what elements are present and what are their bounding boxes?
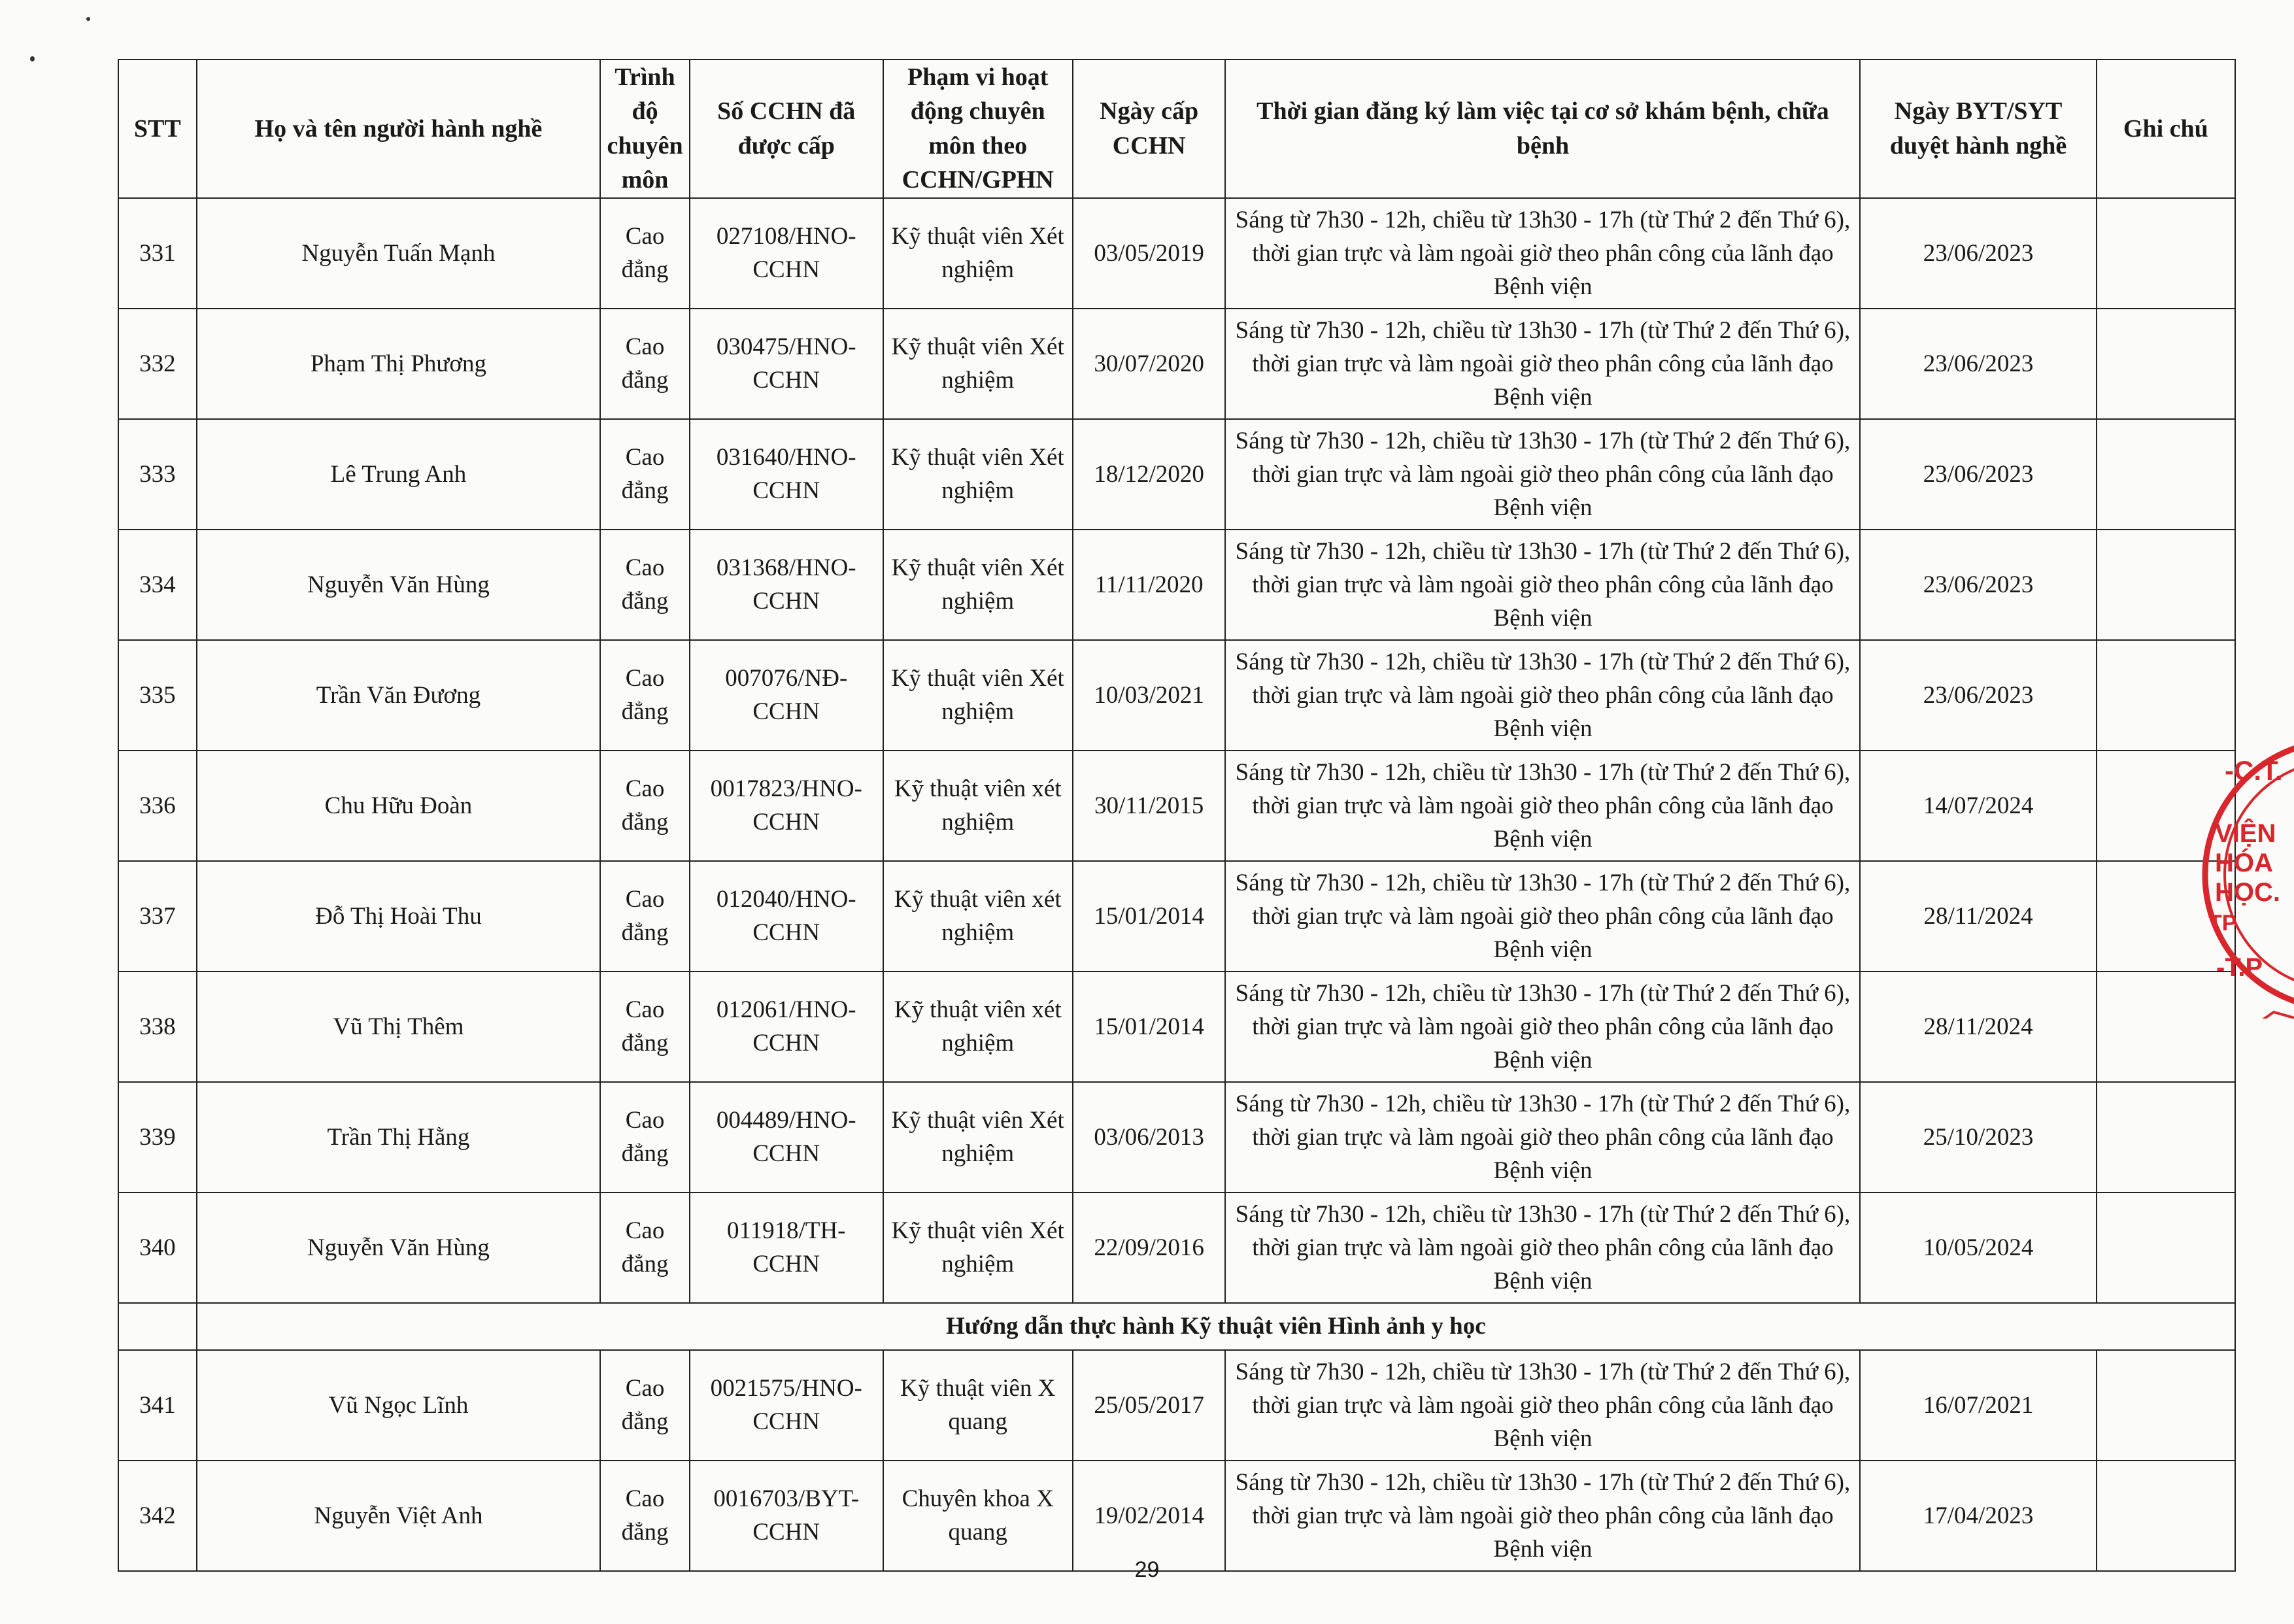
cell-issue-date: 03/06/2013 xyxy=(1073,1082,1226,1193)
cell-issue-date: 30/11/2015 xyxy=(1073,751,1226,861)
cell-scope: Kỹ thuật viên Xét nghiệm xyxy=(883,640,1073,751)
cell-cert: 031368/HNO-CCHN xyxy=(690,530,883,640)
cell-stt: 331 xyxy=(118,198,197,309)
cell-stt: 339 xyxy=(118,1082,197,1193)
cell-level: Cao đẳng xyxy=(600,419,690,530)
cell-issue-date: 19/02/2014 xyxy=(1073,1461,1226,1571)
svg-text:TP: TP xyxy=(2208,911,2237,936)
cell-issue-date: 25/05/2017 xyxy=(1073,1350,1226,1461)
cell-note xyxy=(2097,419,2235,530)
cell-time: Sáng từ 7h30 - 12h, chiều từ 13h30 - 17h (từ Thứ 2 đến Thứ 6), thời gian trực và làm ngoài giờ theo phân công của lãnh đạo Bệnh viện xyxy=(1225,419,1860,530)
cell-issue-date: 03/05/2019 xyxy=(1073,198,1226,309)
table-row xyxy=(118,309,2235,419)
seal-icon xyxy=(2176,731,2294,1019)
cell-approval: 23/06/2023 xyxy=(1860,198,2096,309)
table-body-lab xyxy=(118,198,2235,1303)
cell-scope: Kỹ thuật viên Xét nghiệm xyxy=(883,419,1073,530)
cell-cert: 0021575/HNO-CCHN xyxy=(690,1350,883,1461)
table-row xyxy=(118,1350,2235,1461)
cell-approval: 23/06/2023 xyxy=(1860,530,2096,640)
practitioner-table xyxy=(118,59,2236,1572)
cell-note xyxy=(2097,309,2235,419)
section-row xyxy=(118,1303,2235,1350)
cell-time: Sáng từ 7h30 - 12h, chiều từ 13h30 - 17h (từ Thứ 2 đến Thứ 6), thời gian trực và làm ngoài giờ theo phân công của lãnh đạo Bệnh viện xyxy=(1225,530,1860,640)
table-header-row xyxy=(118,59,2235,198)
cell-cert: 0017823/HNO-CCHN xyxy=(690,751,883,861)
cell-scope: Kỹ thuật viên xét nghiệm xyxy=(883,861,1073,972)
cell-level: Cao đẳng xyxy=(600,530,690,640)
table-row xyxy=(118,1461,2235,1571)
cell-note xyxy=(2097,1082,2235,1193)
cell-cert: 011918/TH-CCHN xyxy=(690,1193,883,1303)
header-approval: Ngày BYT/SYT duyệt hành nghề xyxy=(1860,59,2096,198)
svg-text:VIỆN: VIỆN xyxy=(2215,819,2276,848)
header-scope: Phạm vi hoạt động chuyên môn theo CCHN/GPHN xyxy=(883,59,1073,198)
cell-time: Sáng từ 7h30 - 12h, chiều từ 13h30 - 17h (từ Thứ 2 đến Thứ 6), thời gian trực và làm ngoài giờ theo phân công của lãnh đạo Bệnh viện xyxy=(1225,1193,1860,1303)
cell-time: Sáng từ 7h30 - 12h, chiều từ 13h30 - 17h (từ Thứ 2 đến Thứ 6), thời gian trực và làm ngoài giờ theo phân công của lãnh đạo Bệnh viện xyxy=(1225,640,1860,751)
header-level: Trình độ chuyên môn xyxy=(600,59,690,198)
cell-scope: Kỹ thuật viên xét nghiệm xyxy=(883,751,1073,861)
table-row xyxy=(118,751,2235,861)
cell-approval: 23/06/2023 xyxy=(1860,309,2096,419)
cell-scope: Kỹ thuật viên Xét nghiệm xyxy=(883,530,1073,640)
cell-scope: Kỹ thuật viên Xét nghiệm xyxy=(883,309,1073,419)
cell-time: Sáng từ 7h30 - 12h, chiều từ 13h30 - 17h (từ Thứ 2 đến Thứ 6), thời gian trực và làm ngoài giờ theo phân công của lãnh đạo Bệnh viện xyxy=(1225,751,1860,861)
cell-name: Vũ Thị Thêm xyxy=(197,972,601,1082)
cell-issue-date: 22/09/2016 xyxy=(1073,1193,1226,1303)
cell-cert: 004489/HNO-CCHN xyxy=(690,1082,883,1193)
cell-level: Cao đẳng xyxy=(600,1350,690,1461)
cell-note xyxy=(2097,198,2235,309)
header-stt: STT xyxy=(118,59,197,198)
cell-scope: Kỹ thuật viên xét nghiệm xyxy=(883,972,1073,1082)
cell-stt: 333 xyxy=(118,419,197,530)
red-seal-stamp xyxy=(2176,731,2294,1019)
cell-level: Cao đẳng xyxy=(600,1082,690,1193)
page-number: 29 xyxy=(1134,1557,1160,1582)
cell-issue-date: 18/12/2020 xyxy=(1073,419,1226,530)
cell-approval: 28/11/2024 xyxy=(1860,861,2096,972)
cell-issue-date: 10/03/2021 xyxy=(1073,640,1226,751)
cell-time: Sáng từ 7h30 - 12h, chiều từ 13h30 - 17h (từ Thứ 2 đến Thứ 6), thời gian trực và làm ngoài giờ theo phân công của lãnh đạo Bệnh viện xyxy=(1225,198,1860,309)
cell-level: Cao đẳng xyxy=(600,1193,690,1303)
table-row xyxy=(118,419,2235,530)
cell-note xyxy=(2097,1461,2235,1571)
cell-name: Lê Trung Anh xyxy=(197,419,601,530)
table-row xyxy=(118,1193,2235,1303)
svg-text:-C.T.: -C.T. xyxy=(2225,755,2283,786)
cell-cert: 027108/HNO-CCHN xyxy=(690,198,883,309)
cell-name: Trần Văn Đương xyxy=(197,640,601,751)
cell-name: Phạm Thị Phương xyxy=(197,309,601,419)
cell-name: Nguyễn Văn Hùng xyxy=(197,530,601,640)
cell-approval: 23/06/2023 xyxy=(1860,419,2096,530)
cell-scope: Kỹ thuật viên Xét nghiệm xyxy=(883,1193,1073,1303)
cell-note xyxy=(2097,530,2235,640)
cell-cert: 012061/HNO-CCHN xyxy=(690,972,883,1082)
cell-level: Cao đẳng xyxy=(600,861,690,972)
cell-stt: 332 xyxy=(118,309,197,419)
svg-text:-T.P: -T.P xyxy=(2216,953,2263,982)
cell-scope: Kỹ thuật viên Xét nghiệm xyxy=(883,198,1073,309)
header-note: Ghi chú xyxy=(2097,59,2235,198)
cell-stt: 340 xyxy=(118,1193,197,1303)
cell-scope: Chuyên khoa X quang xyxy=(883,1461,1073,1571)
table-row xyxy=(118,198,2235,309)
cell-time: Sáng từ 7h30 - 12h, chiều từ 13h30 - 17h (từ Thứ 2 đến Thứ 6), thời gian trực và làm ngoài giờ theo phân công của lãnh đạo Bệnh viện xyxy=(1225,1082,1860,1193)
cell-approval: 16/07/2021 xyxy=(1860,1350,2096,1461)
cell-name: Nguyễn Việt Anh xyxy=(197,1461,601,1571)
cell-name: Vũ Ngọc Lĩnh xyxy=(197,1350,601,1461)
cell-stt: 338 xyxy=(118,972,197,1082)
table-row xyxy=(118,1082,2235,1193)
cell-stt: 334 xyxy=(118,530,197,640)
cell-stt: 337 xyxy=(118,861,197,972)
cell-name: Đỗ Thị Hoài Thu xyxy=(197,861,601,972)
cell-cert: 030475/HNO-CCHN xyxy=(690,309,883,419)
table-row xyxy=(118,530,2235,640)
table-row xyxy=(118,861,2235,972)
cell-time: Sáng từ 7h30 - 12h, chiều từ 13h30 - 17h (từ Thứ 2 đến Thứ 6), thời gian trực và làm ngoài giờ theo phân công của lãnh đạo Bệnh viện xyxy=(1225,972,1860,1082)
cell-stt: 336 xyxy=(118,751,197,861)
cell-cert: 007076/NĐ-CCHN xyxy=(690,640,883,751)
header-time: Thời gian đăng ký làm việc tại cơ sở khám bệnh, chữa bệnh xyxy=(1225,59,1860,198)
scan-speck xyxy=(30,56,35,61)
cell-time: Sáng từ 7h30 - 12h, chiều từ 13h30 - 17h (từ Thứ 2 đến Thứ 6), thời gian trực và làm ngoài giờ theo phân công của lãnh đạo Bệnh viện xyxy=(1225,861,1860,972)
cell-level: Cao đẳng xyxy=(600,640,690,751)
svg-text:HỌC.: HỌC. xyxy=(2215,878,2280,907)
cell-cert: 031640/HNO-CCHN xyxy=(690,419,883,530)
cell-level: Cao đẳng xyxy=(600,309,690,419)
cell-scope: Kỹ thuật viên X quang xyxy=(883,1350,1073,1461)
cell-level: Cao đẳng xyxy=(600,198,690,309)
cell-scope: Kỹ thuật viên Xét nghiệm xyxy=(883,1082,1073,1193)
cell-approval: 17/04/2023 xyxy=(1860,1461,2096,1571)
cell-issue-date: 15/01/2014 xyxy=(1073,972,1226,1082)
cell-issue-date: 11/11/2020 xyxy=(1073,530,1226,640)
cell-cert: 0016703/BYT-CCHN xyxy=(690,1461,883,1571)
cell-approval: 23/06/2023 xyxy=(1860,640,2096,751)
cell-approval: 14/07/2024 xyxy=(1860,751,2096,861)
cell-issue-date: 15/01/2014 xyxy=(1073,861,1226,972)
header-cert: Số CCHN đã được cấp xyxy=(690,59,883,198)
table-row xyxy=(118,972,2235,1082)
cell-issue-date: 30/07/2020 xyxy=(1073,309,1226,419)
cell-time: Sáng từ 7h30 - 12h, chiều từ 13h30 - 17h (từ Thứ 2 đến Thứ 6), thời gian trực và làm ngoài giờ theo phân công của lãnh đạo Bệnh viện xyxy=(1225,1350,1860,1461)
cell-name: Nguyễn Tuấn Mạnh xyxy=(197,198,601,309)
table-body-imaging xyxy=(118,1350,2235,1571)
cell-level: Cao đẳng xyxy=(600,751,690,861)
cell-name: Trần Thị Hằng xyxy=(197,1082,601,1193)
header-issue-date: Ngày cấp CCHN xyxy=(1073,59,1226,198)
cell-approval: 28/11/2024 xyxy=(1860,972,2096,1082)
cell-stt: 335 xyxy=(118,640,197,751)
cell-time: Sáng từ 7h30 - 12h, chiều từ 13h30 - 17h (từ Thứ 2 đến Thứ 6), thời gian trực và làm ngoài giờ theo phân công của lãnh đạo Bệnh viện xyxy=(1225,309,1860,419)
cell-stt: 341 xyxy=(118,1350,197,1461)
cell-stt: 342 xyxy=(118,1461,197,1571)
table-row xyxy=(118,640,2235,751)
cell-note xyxy=(2097,1193,2235,1303)
cell-approval: 25/10/2023 xyxy=(1860,1082,2096,1193)
cell-level: Cao đẳng xyxy=(600,1461,690,1571)
cell-approval: 10/05/2024 xyxy=(1860,1193,2096,1303)
cell-name: Nguyễn Văn Hùng xyxy=(197,1193,601,1303)
cell-name: Chu Hữu Đoàn xyxy=(197,751,601,861)
header-name: Họ và tên người hành nghề xyxy=(197,59,601,198)
cell-level: Cao đẳng xyxy=(600,972,690,1082)
scan-speck xyxy=(86,17,90,21)
cell-note xyxy=(2097,1350,2235,1461)
cell-cert: 012040/HNO-CCHN xyxy=(690,861,883,972)
table-section xyxy=(118,1303,2235,1350)
section-stt-cell xyxy=(118,1303,197,1350)
cell-time: Sáng từ 7h30 - 12h, chiều từ 13h30 - 17h (từ Thứ 2 đến Thứ 6), thời gian trực và làm ngoài giờ theo phân công của lãnh đạo Bệnh viện xyxy=(1225,1461,1860,1571)
section-title: Hướng dẫn thực hành Kỹ thuật viên Hình ảnh y học xyxy=(197,1303,2235,1350)
svg-text:HÓA: HÓA xyxy=(2215,849,2273,877)
